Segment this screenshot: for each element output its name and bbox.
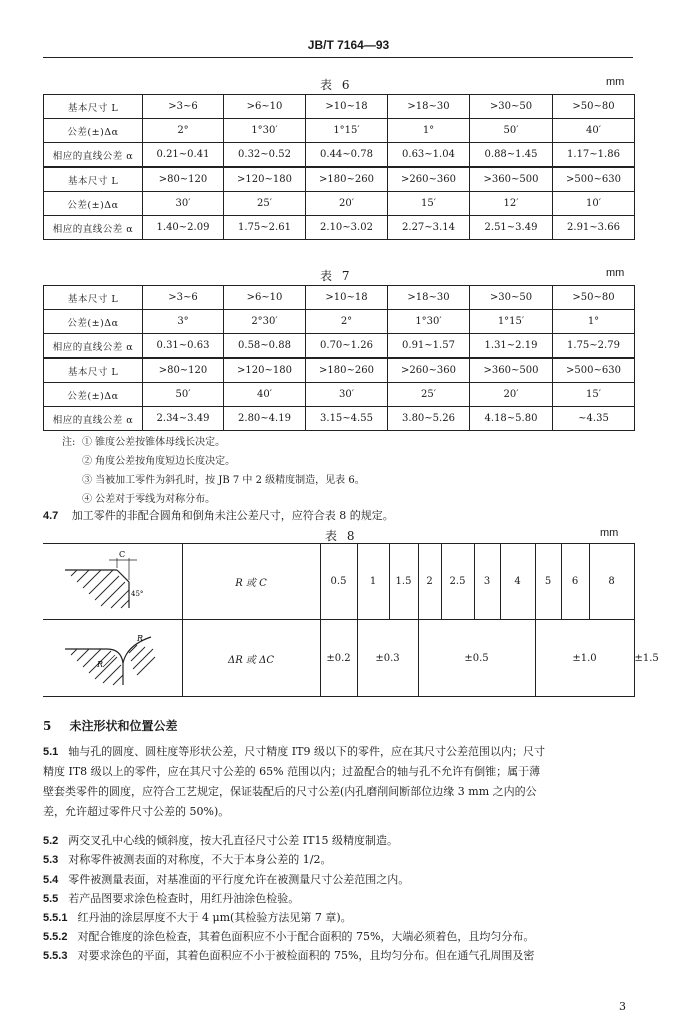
- table-cell: ±0.3: [357, 620, 418, 697]
- clause-number: 5.1: [43, 746, 59, 758]
- row-label: 公差(±)Δα: [44, 192, 143, 216]
- paragraph-line: [43, 833, 398, 849]
- table-cell: 20′: [306, 192, 388, 216]
- table-cell: >50~80: [553, 286, 635, 310]
- paragraph-line: [43, 872, 409, 888]
- table-cell: 0.63~1.04: [388, 143, 470, 168]
- table-cell: 0.70~1.26: [306, 334, 388, 359]
- notes-prefix: 注:: [62, 437, 76, 448]
- table-row: [44, 383, 635, 407]
- table-cell: 1.31~2.19: [470, 334, 553, 359]
- clause-text: 两交叉孔中心线的倾斜度，按大孔直径尺寸公差 IT15 级精度制造。: [68, 834, 398, 847]
- clause-text: 红丹油的涂层厚度不大于 4 μm(其检验方法见第 7 章)。: [77, 911, 352, 924]
- table-cell: >18~30: [388, 286, 470, 310]
- clause-number: 5.3: [43, 854, 59, 866]
- table-cell: 0.31~0.63: [143, 334, 224, 359]
- table-cell: >120~180: [224, 358, 306, 383]
- table-cell: 1.40~2.09: [143, 216, 224, 240]
- table-cell: 1.17~1.86: [553, 143, 635, 168]
- table-cell: 2.51~3.49: [470, 216, 553, 240]
- clause-number: 5.5.1: [43, 912, 68, 924]
- table-cell: 1.5: [389, 544, 418, 620]
- row-label: 公差(±)Δα: [44, 119, 143, 143]
- clause-number: 5.2: [43, 835, 59, 847]
- row-label: 基本尺寸 L: [44, 167, 143, 192]
- chamfer-figure-cell: [43, 544, 182, 620]
- page-number: 3: [619, 1000, 626, 1013]
- clause-text: 对配合锥度的涂色检查，其着色面积应不小于配合面积的 75%，大端必须着色，且均匀分布。: [77, 930, 535, 943]
- row-label: 相应的直线公差 α: [44, 334, 143, 359]
- table-row: [44, 407, 635, 431]
- row-label: 相应的直线公差 α: [44, 143, 143, 168]
- table-cell: 30′: [306, 383, 388, 407]
- paragraph-line: [43, 929, 534, 945]
- table-cell: 30′: [143, 192, 224, 216]
- table-cell: >120~180: [224, 167, 306, 192]
- table-cell: 3°: [143, 310, 224, 334]
- table-cell: >10~18: [306, 95, 388, 119]
- table-cell: >260~360: [388, 358, 470, 383]
- row-label: 公差(±)Δα: [44, 310, 143, 334]
- clause-text: 轴与孔的圆度、圆柱度等形状公差，尺寸精度 IT9 级以下的零件，应在其尺寸公差范围以内；尺寸: [68, 745, 545, 758]
- table-cell: >6~10: [224, 286, 306, 310]
- clause-number: 5.4: [43, 874, 59, 886]
- clause-text: 零件被测量表面，对基准面的平行度允许在被测量尺寸公差范围之内。: [68, 873, 410, 886]
- clause-number: 4.7: [43, 510, 59, 522]
- table-cell: 25′: [224, 192, 306, 216]
- row-label: 基本尺寸 L: [44, 95, 143, 119]
- table-row: [44, 192, 635, 216]
- table-cell: 1°: [388, 119, 470, 143]
- table-cell: 2.10~3.02: [306, 216, 388, 240]
- table-cell: 0.91~1.57: [388, 334, 470, 359]
- table-row: [44, 167, 635, 192]
- table8-unit: mm: [600, 527, 619, 539]
- table-cell: 1°30′: [224, 119, 306, 143]
- table-cell: 1.75~2.79: [553, 334, 635, 359]
- table6-unit: mm: [606, 76, 625, 88]
- table-cell: 50′: [470, 119, 553, 143]
- table-cell: 2.5: [441, 544, 474, 620]
- table-row: [44, 95, 635, 119]
- row-label: 相应的直线公差 α: [44, 216, 143, 240]
- row-label: 公差(±)Δα: [44, 383, 143, 407]
- table-cell: 25′: [388, 383, 470, 407]
- table-cell: >500~630: [553, 167, 635, 192]
- paragraph-line: [43, 852, 332, 868]
- table7: [43, 285, 635, 431]
- chamfer-angle-label: 45°: [131, 590, 144, 598]
- table-cell: 6: [561, 544, 589, 620]
- table-cell: 2.80~4.19: [224, 407, 306, 431]
- table-cell: 15′: [553, 383, 635, 407]
- clause-number: 5.5: [43, 893, 59, 905]
- table-cell: 3: [474, 544, 500, 620]
- note-2: ② 角度公差按角度短边长度决定。: [82, 456, 236, 467]
- table-cell: >30~50: [470, 286, 553, 310]
- table-cell: 1: [357, 544, 389, 620]
- section-title: 未注形状和位置公差: [69, 719, 178, 733]
- table8: C 45° R 或 C 0.5 1 1.5 2 2.5 3 4 5 6 8 R R ΔR 或 ΔC ±0.2 ±0.3 ±0.5 ±1.0 ±1.5: [43, 543, 635, 697]
- table-row: [44, 334, 635, 359]
- table-cell: >360~500: [470, 167, 553, 192]
- table-row: [44, 119, 635, 143]
- table-cell: >3~6: [143, 286, 224, 310]
- table-row: [44, 216, 635, 240]
- table-cell: 10′: [553, 192, 635, 216]
- paragraph-line: [43, 744, 545, 760]
- fillet-figure-cell: [43, 620, 182, 697]
- table-cell: 0.58~0.88: [224, 334, 306, 359]
- table-cell: >180~260: [306, 167, 388, 192]
- table-cell: 2.91~3.66: [553, 216, 635, 240]
- table-cell: >500~630: [553, 358, 635, 383]
- fillet-r-label-outer: R: [137, 633, 144, 643]
- table-cell: 4.18~5.80: [470, 407, 553, 431]
- table-cell: 0.88~1.45: [470, 143, 553, 168]
- row1-label: R 或 C: [182, 544, 320, 620]
- table-cell: ±0.2: [320, 620, 357, 697]
- table-row: [44, 286, 635, 310]
- section-number: 5: [43, 719, 52, 733]
- row2-label: ΔR 或 ΔC: [182, 620, 320, 697]
- table-cell: 2.34~3.49: [143, 407, 224, 431]
- table-cell: >3~6: [143, 95, 224, 119]
- table-cell: 2: [418, 544, 441, 620]
- row-label: 基本尺寸 L: [44, 286, 143, 310]
- table7-unit: mm: [606, 267, 625, 279]
- table-cell: >260~360: [388, 167, 470, 192]
- row-label: 基本尺寸 L: [44, 358, 143, 383]
- paragraph-line: [43, 910, 352, 926]
- clause-text: 对要求涂色的平面，其着色面积应不小于被检面积的 75%，且均匀分布。但在通气孔周围及密: [77, 949, 535, 962]
- table-cell: 8: [589, 544, 634, 620]
- header-rule: [43, 57, 633, 58]
- chamfer-diagram: [57, 550, 167, 610]
- paragraph-line: 差，允许超过零件尺寸公差的 50%)。: [43, 805, 230, 818]
- fillet-r-label-inner: R: [97, 659, 104, 669]
- table-row: [44, 358, 635, 383]
- table-cell: 40′: [224, 383, 306, 407]
- table-cell: 4: [500, 544, 535, 620]
- table6-title: 表 6: [320, 78, 353, 92]
- clause-text: 若产品图要求涂色检查时，用红丹油涂色检验。: [68, 892, 300, 905]
- row-label: 相应的直线公差 α: [44, 407, 143, 431]
- paragraph-line: [43, 891, 299, 907]
- chamfer-c-label: C: [119, 550, 126, 559]
- table-cell: 0.5: [320, 544, 357, 620]
- table-cell: 2°30′: [224, 310, 306, 334]
- table-cell: 1°30′: [388, 310, 470, 334]
- table-cell: 0.44~0.78: [306, 143, 388, 168]
- table7-title: 表 7: [320, 269, 353, 283]
- table-cell: 40′: [553, 119, 635, 143]
- table-cell: ~4.35: [553, 407, 635, 431]
- table-cell: 2°: [306, 310, 388, 334]
- table6: [43, 94, 635, 240]
- table-cell: ±1.0: [535, 620, 634, 697]
- table-cell: 20′: [470, 383, 553, 407]
- table-cell: >180~260: [306, 358, 388, 383]
- paragraph-line: 精度 IT8 级以上的零件，应在其尺寸公差的 65% 范围以内；过盈配合的轴与孔不允许有倒锥；属于薄: [43, 765, 541, 778]
- table-cell: 0.32~0.52: [224, 143, 306, 168]
- paragraph-line: 壁套类零件的圆度，应符合工艺规定，保证装配后的尺寸公差(内孔磨削间断部位边缘 3 mm 之内的公: [43, 785, 537, 798]
- table-cell: >80~120: [143, 358, 224, 383]
- table-row: [44, 143, 635, 168]
- table8-title: 表 8: [325, 529, 358, 543]
- table-cell: 2°: [143, 119, 224, 143]
- table-cell: >30~50: [470, 95, 553, 119]
- clause-text: 对称零件被测表面的对称度，不大于本身公差的 1/2。: [68, 853, 332, 866]
- table-cell: 50′: [143, 383, 224, 407]
- table-cell: ±0.5: [418, 620, 535, 697]
- table-cell: >18~30: [388, 95, 470, 119]
- table-cell: 3.15~4.55: [306, 407, 388, 431]
- table-cell: 15′: [388, 192, 470, 216]
- table-cell: 2.27~3.14: [388, 216, 470, 240]
- table-cell: 1.75~2.61: [224, 216, 306, 240]
- table-cell: 1°15′: [306, 119, 388, 143]
- table-cell: >80~120: [143, 167, 224, 192]
- note-4: ④ 公差对于零线为对称分布。: [82, 494, 216, 505]
- table-cell: 5: [535, 544, 561, 620]
- table-cell: >360~500: [470, 358, 553, 383]
- table-cell: 12′: [470, 192, 553, 216]
- table-row: [44, 310, 635, 334]
- clause-number: 5.5.2: [43, 931, 68, 943]
- table-cell: 1°15′: [470, 310, 553, 334]
- note-1: ① 锥度公差按锥体母线长决定。: [82, 437, 226, 448]
- table-cell: 3.80~5.26: [388, 407, 470, 431]
- table-cell: 1°: [553, 310, 635, 334]
- clause-text: 加工零件的非配合圆角和倒角未注公差尺寸，应符合表 8 的规定。: [71, 509, 394, 522]
- table-cell: >50~80: [553, 95, 635, 119]
- standard-header: JB/T 7164—93: [307, 38, 390, 52]
- note-3: ③ 当被加工零件为斜孔时，按 JB 7 中 2 级精度制造，见表 6。: [82, 475, 365, 486]
- paragraph-line: [43, 948, 534, 964]
- table-cell: >6~10: [224, 95, 306, 119]
- fillet-diagram: [57, 627, 167, 687]
- table-cell: 0.21~0.41: [143, 143, 224, 168]
- clause-number: 5.5.3: [43, 950, 68, 962]
- table-cell: >10~18: [306, 286, 388, 310]
